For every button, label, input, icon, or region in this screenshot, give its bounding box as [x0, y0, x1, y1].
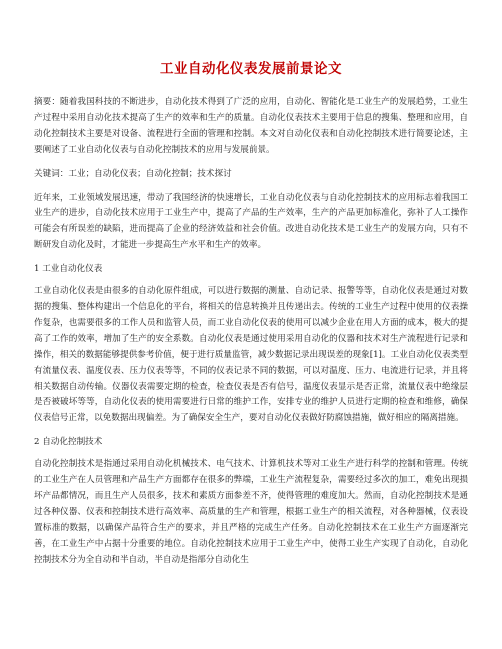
section-1-body: 工业自动化仪表是由很多的自动化原件组成，可以进行数据的测量、自动记录、报警等等，自动化仪表是通过对数据的搜集、整体构建出一个信息化的平台，将相关的信息转换并且传递出去。传统的工业生产过程中使用的仪表操作复杂，也需要很多的工作人员和监管人员，而工业自动化仪表的使用可以减少企业在用人方面的成本，极大的提高了工作的效率，增加了生产的安全系数。自动化仪表是通过使用采用自动化的仪器和技术对生产流程进行记录和操作，相关的数据能够提供参考价值，便于进行质量监管，减少数据记录出现误差的现象[1]。工业自动化仪表类型有流量仪表、温度仪表、压力仪表等等，不同的仪表记录不同的数据，可以对温度、压力、电流进行记录，并且将相关数据自动传输。仪器仪表需要定期的检查，检查仪表是否有信号，温度仪表显示是否正常，流量仪表中绝缘层是否被破坏等等，自动化仪表的使用需要进行日常的维护工作，安排专业的维护人员进行定期的检查和维修，确保仪表信号正常，以免数据出现偏差。为了确保安全生产，要对自动化仪表做好防腐蚀措施，做好相应的隔离措施。: [34, 286, 468, 424]
keywords-label: 关键词：: [34, 168, 69, 179]
section-1-heading: 1 工业自动化仪表: [34, 264, 103, 275]
paper-title: 工业自动化仪表发展前景论文: [160, 61, 342, 77]
abstract-label: 摘要：: [34, 97, 61, 107]
keywords: [34, 167, 468, 183]
abstract-text: 随着我国科技的不断进步，自动化技术得到了广泛的应用，自动化、智能化是工业生产的发展趋势，工业生产过程中采用自动化技术提高了生产的效率和生产的质量。自动化仪表技术主要用于信息的搜集、整理和应用，自动化控制技术主要是对设备、流程进行全面的管理和控制。本文对自动化仪表和自动化控制技术进行简要论述，主要阐述了工业自动化仪表与自动化控制技术的应用与发展前景。: [34, 97, 468, 155]
section-2-heading: 2 自动化控制技术: [34, 437, 103, 448]
abstract: [34, 95, 468, 159]
intro-paragraph: 近年来，工业领域发展迅速，带动了我国经济的快速增长，工业自动化仪表与自动化控制技术的应用标志着我国工业生产的进步，自动化技术应用于工业生产中，提高了产品的生产效率，生产的产品更加标准化，弥补了人工操作可能会有所误差的缺陷，进而提高了企业的经济效益和社会价值。改进自动化技术是工业生产的发展方向，只有不断研发自动化及时，才能进一步提高生产水平和生产的效率。: [34, 192, 468, 251]
section-2-body: 自动化控制技术是指通过采用自动化机械技术、电气技术、计算机技术等对工业生产进行科学的控制和管理。传统的工业生产在人员管理和产品生产方面都存在很多的弊端，工业生产流程复杂，需要经过多次的加工，难免出现损坏产品都情况，而且生产人员很多，技术和素质方面参差不齐，使得管理的难度加大。然而，自动化控制技术是通过各种仪器、仪表和控制技术进行高效率、高质量的生产和管理，根据工业生产的相关流程，对各种器械，仪表设置标准的数据，以确保产品符合生产的要求，并且严格的完成生产任务。自动化控制技术在工业生产方面逐渐完善，在工业生产中占据十分重要的地位。自动化控制技术应用于工业生产中，使得工业生产实现了自动化，自动化控制技术分为全自动和半自动，半自动是指部分自动化生: [34, 459, 468, 565]
keywords-text: 工业；自动化仪表；自动化控制；技术探讨: [68, 168, 232, 179]
